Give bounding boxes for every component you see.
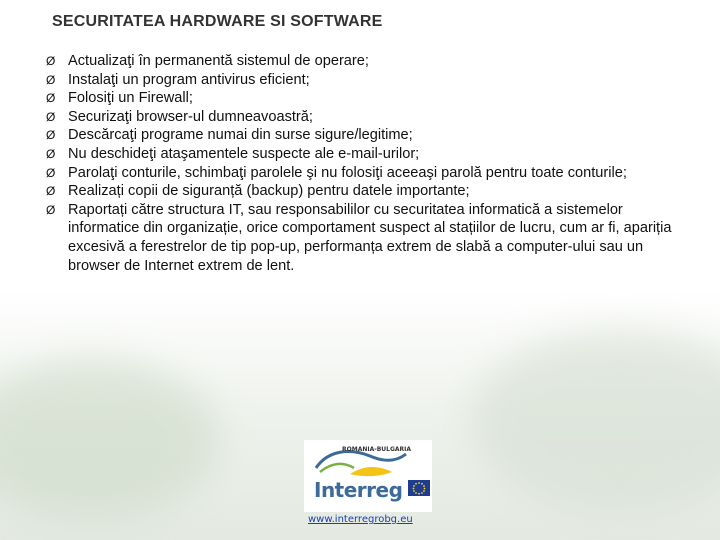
list-item (46, 71, 696, 90)
slide-title: SECURITATEA HARDWARE SI SOFTWARE (52, 13, 383, 30)
list-item-text: Nu deschideţi ataşamentele suspecte ale e-mail-urilor; (68, 145, 420, 162)
list-item-text: Raportați către structura IT, sau responsabililor cu securitatea informatică a sistemelor informatice din organizație, orice comportament suspect al stațiilor de lucru, cum ar fi, apariția excesivă a ferestrelor de tip pop-up, performanța extrem de slabă a computer-ului sau un browser de Internet extrem de lent. (68, 201, 672, 274)
list-item (46, 126, 696, 145)
list-item (46, 164, 696, 183)
list-item-text: Instalaţi un program antivirus eficient; (68, 71, 310, 88)
eu-flag-icon (408, 480, 430, 496)
list-item-text: Descărcaţi programe numai din surse sigure/legitime; (68, 127, 413, 144)
list-item-text: Folosiţi un Firewall; (68, 90, 193, 107)
list-item (46, 52, 696, 71)
list-item (46, 182, 696, 201)
arrow-bullet-icon: Ø (46, 109, 56, 124)
logo-wordmark: Interreg (314, 478, 403, 502)
list-item-text: Actualizaţi în permanentă sistemul de operare; (68, 53, 369, 69)
arrow-bullet-icon: Ø (46, 165, 56, 180)
arrow-bullet-icon: Ø (46, 91, 56, 106)
list-item (46, 89, 696, 108)
list-item-text: Realizați copii de siguranță (backup) pentru datele importante; (68, 183, 470, 200)
list-item-text: Parolaţi conturile, schimbaţi parolele şi nu folosiţi aceeaşi parolă pentru toate conturile; (68, 164, 627, 181)
arrow-bullet-icon: Ø (46, 128, 56, 143)
arrow-bullet-icon: Ø (46, 54, 56, 68)
arrow-bullet-icon: Ø (46, 146, 56, 161)
list-item-text: Securizaţi browser-ul dumneavoastră; (68, 108, 313, 125)
list-item (46, 145, 696, 164)
arrow-bullet-icon: Ø (46, 72, 56, 87)
arrow-bullet-icon: Ø (46, 202, 56, 217)
list-item (46, 108, 696, 127)
list-item (46, 201, 696, 275)
website-link[interactable]: www.interregrobg.eu (308, 514, 413, 525)
arrow-bullet-icon: Ø (46, 184, 56, 199)
logo-tagline: ROMANIA-BULGARIA (342, 446, 412, 453)
interreg-logo (304, 440, 432, 512)
bullet-list (46, 52, 696, 275)
